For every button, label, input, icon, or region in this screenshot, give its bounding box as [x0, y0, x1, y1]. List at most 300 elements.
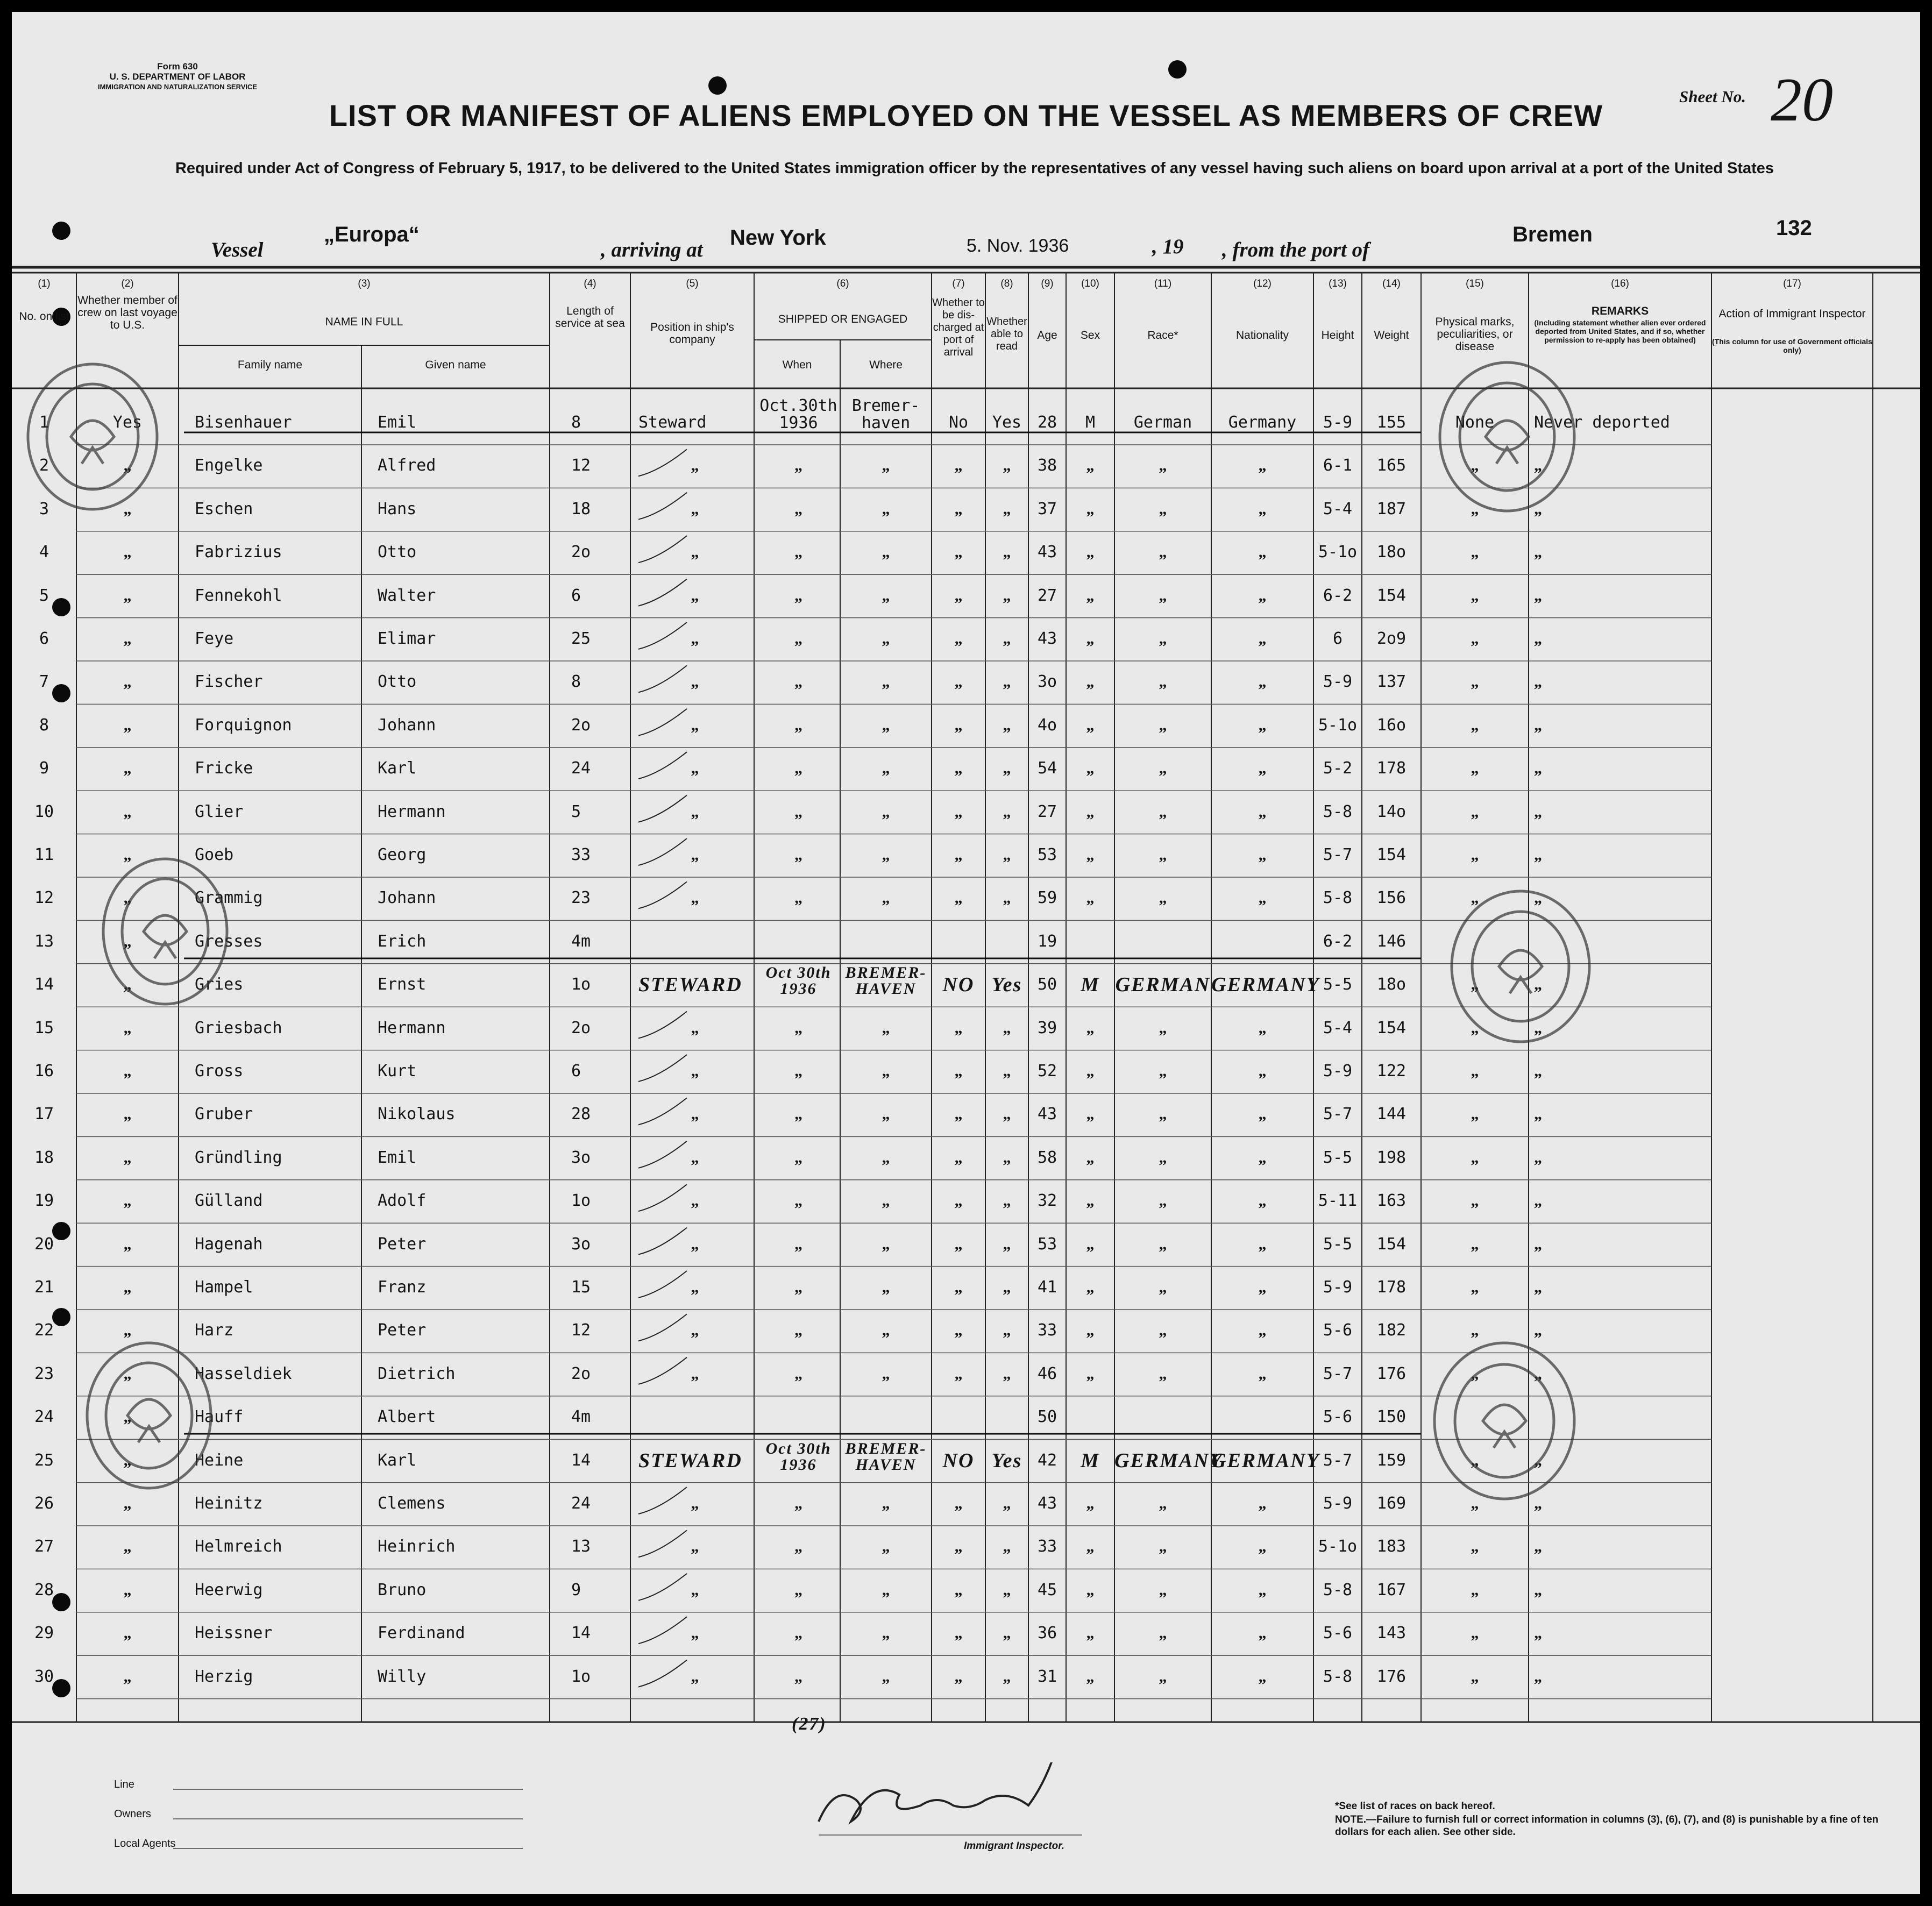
shipped-when-ditto: „: [794, 1062, 802, 1080]
position-ditto: „: [691, 586, 699, 604]
physical-marks-ditto: „: [1471, 1105, 1479, 1123]
family-name-cell: Gülland: [195, 1191, 263, 1211]
race-ditto: „: [1159, 1062, 1167, 1080]
nationality-ditto: „: [1258, 802, 1267, 821]
given-name-cell: Adolf: [378, 1191, 427, 1211]
discharged-ditto: „: [954, 586, 963, 604]
position-ditto: „: [691, 1581, 699, 1599]
position-ditto: „: [691, 1148, 699, 1167]
position-ditto: „: [691, 1105, 699, 1123]
able-to-read-cell: Yes: [991, 973, 1022, 997]
col-9-header: Age: [1037, 329, 1057, 342]
height-cell: 6-2: [1323, 931, 1353, 951]
col-14-header: Weight: [1374, 329, 1409, 342]
sex-ditto: „: [1086, 1538, 1095, 1556]
col-4-number: (4): [584, 278, 596, 289]
shipped-where-ditto: „: [882, 1538, 890, 1556]
col-7-header: Whether to be dis-charged at port of arrival: [932, 297, 985, 358]
age-cell: 37: [1037, 499, 1057, 518]
service-length-cell: 1o: [571, 1191, 591, 1211]
table-row: [12, 1094, 1920, 1137]
discharged-ditto: „: [954, 1148, 963, 1167]
previous-voyage-cell: „: [123, 1667, 132, 1685]
able-to-read-ditto: „: [1003, 759, 1011, 778]
service-length-cell: 2o: [571, 1018, 591, 1037]
previous-voyage-cell: „: [123, 1364, 132, 1383]
col-13-number: (13): [1329, 278, 1347, 289]
discharged-ditto: „: [954, 1235, 963, 1253]
consulate-seal-icon: [1432, 356, 1582, 517]
height-cell: 6-1: [1323, 456, 1353, 475]
discharged-ditto: „: [954, 1062, 963, 1080]
age-cell: 36: [1037, 1624, 1057, 1643]
service-length-cell: 1o: [571, 975, 591, 994]
previous-voyage-cell: „: [123, 1062, 132, 1080]
age-cell: 32: [1037, 1191, 1057, 1211]
remarks-ditto: „: [1534, 673, 1542, 691]
inspector-label: Immigrant Inspector.: [964, 1840, 1064, 1852]
nationality-ditto: „: [1258, 1019, 1267, 1037]
given-name-cell: Karl: [378, 759, 417, 778]
previous-voyage-cell: „: [123, 846, 132, 864]
position-ditto: „: [691, 759, 699, 778]
sex-ditto: „: [1086, 1235, 1095, 1253]
table-row: [12, 1527, 1920, 1570]
discharged-ditto: „: [954, 673, 963, 691]
previous-voyage-cell: „: [123, 457, 132, 475]
table-row: [12, 532, 1920, 575]
height-cell: 5-7: [1323, 845, 1353, 864]
nationality-ditto: „: [1258, 1667, 1267, 1685]
nationality-ditto: „: [1258, 586, 1267, 604]
shipped-where-ditto: „: [882, 630, 890, 648]
service-length-cell: 24: [571, 759, 591, 778]
able-to-read-ditto: „: [1003, 1278, 1011, 1296]
family-name-cell: Gresses: [195, 931, 263, 951]
position-ditto: „: [691, 1235, 699, 1253]
family-name-cell: Gruber: [195, 1105, 253, 1124]
service-length-cell: 13: [571, 1537, 591, 1556]
shipped-where-ditto: „: [882, 1364, 890, 1383]
given-name-cell: Hermann: [378, 1018, 446, 1037]
remarks-ditto: „: [1534, 1538, 1542, 1556]
from-port-label: , from the port of: [1222, 238, 1370, 261]
family-name-cell: Feye: [195, 629, 234, 648]
table-row: [12, 878, 1920, 921]
able-to-read-ditto: „: [1003, 1495, 1011, 1512]
physical-marks-ditto: „: [1471, 1148, 1479, 1167]
shipped-where-cell: Bremer-haven: [851, 396, 920, 432]
race-ditto: „: [1159, 1321, 1167, 1340]
col-3b-header: Given name: [425, 359, 486, 371]
previous-voyage-cell: „: [123, 500, 132, 518]
table-row: [12, 1570, 1920, 1613]
table-row: [12, 446, 1920, 489]
age-cell: 43: [1037, 543, 1057, 562]
weight-cell: 2o9: [1376, 629, 1407, 648]
col-13-header: Height: [1321, 329, 1354, 342]
given-name-cell: Emil: [378, 413, 417, 432]
col-9-number: (9): [1041, 278, 1054, 289]
position-ditto: „: [691, 1321, 699, 1340]
table-row: [12, 1051, 1920, 1094]
height-cell: 5-9: [1323, 1062, 1353, 1080]
height-cell: 5-7: [1323, 1450, 1353, 1470]
sex-ditto: „: [1086, 1278, 1095, 1296]
able-to-read-ditto: „: [1003, 716, 1011, 734]
nationality-ditto: „: [1258, 673, 1267, 691]
race-cell: GERMAN: [1115, 973, 1211, 997]
service-length-cell: 4m: [571, 1407, 591, 1427]
service-length-cell: 12: [571, 456, 591, 475]
able-to-read-ditto: „: [1003, 1148, 1011, 1167]
given-name-cell: Dietrich: [378, 1364, 456, 1383]
remarks-ditto: „: [1534, 1278, 1542, 1296]
previous-voyage-cell: „: [123, 1538, 132, 1556]
shipped-when-ditto: „: [794, 1581, 802, 1599]
weight-cell: 154: [1376, 1234, 1407, 1254]
able-to-read-ditto: „: [1003, 1364, 1011, 1383]
shipped-where-ditto: „: [882, 759, 890, 778]
given-name-cell: Willy: [378, 1667, 427, 1686]
previous-voyage-cell: „: [123, 1192, 132, 1210]
given-name-cell: Alfred: [378, 456, 436, 475]
remarks-ditto: „: [1534, 1062, 1542, 1080]
nationality-ditto: „: [1258, 1321, 1267, 1340]
family-name-cell: Eschen: [195, 499, 253, 518]
table-row: [12, 1484, 1920, 1527]
age-cell: 3o: [1037, 672, 1057, 692]
able-to-read-ditto: „: [1003, 500, 1011, 518]
service-length-cell: 8: [571, 413, 581, 432]
sex-ditto: „: [1086, 1321, 1095, 1340]
family-name-cell: Grammig: [195, 888, 263, 908]
race-ditto: „: [1159, 1364, 1167, 1383]
col-17-note: (This column for use of Government officials only): [1712, 337, 1872, 354]
shipped-where-ditto: „: [882, 1148, 890, 1167]
able-to-read-ditto: „: [1003, 457, 1011, 475]
given-name-cell: Peter: [378, 1321, 427, 1340]
col-6a-header: When: [782, 359, 812, 371]
family-name-cell: Gries: [195, 975, 244, 994]
previous-voyage-cell: „: [123, 1321, 132, 1340]
service-length-cell: 2o: [571, 715, 591, 735]
position-ditto: „: [691, 630, 699, 648]
service-length-cell: 15: [571, 1278, 591, 1297]
weight-cell: 167: [1376, 1580, 1407, 1599]
discharged-ditto: „: [954, 716, 963, 734]
nationality-cell: GERMANY: [1211, 973, 1320, 997]
height-cell: 5-2: [1323, 759, 1353, 778]
table-row: [12, 1657, 1920, 1700]
race-ditto: „: [1159, 1192, 1167, 1210]
shipped-where-ditto: „: [882, 1062, 890, 1080]
race-ditto: „: [1159, 1667, 1167, 1685]
col-11-header: Race*: [1147, 329, 1178, 342]
age-cell: 53: [1037, 845, 1057, 864]
height-cell: 6-2: [1323, 586, 1353, 605]
family-name-cell: Bisenhauer: [195, 413, 292, 432]
given-name-cell: Heinrich: [378, 1537, 456, 1556]
weight-cell: 183: [1376, 1537, 1407, 1556]
able-to-read-ditto: „: [1003, 846, 1011, 864]
service-length-cell: 23: [571, 888, 591, 908]
physical-marks-ditto: „: [1471, 1062, 1479, 1080]
table-row: [12, 1613, 1920, 1656]
col-2-number: (2): [121, 278, 134, 289]
sex-ditto: „: [1086, 673, 1095, 691]
given-name-cell: Elimar: [378, 629, 436, 648]
shipped-when-cell: Oct 30th 1936: [765, 964, 832, 998]
physical-marks-ditto: „: [1471, 802, 1479, 821]
position-ditto: „: [691, 802, 699, 821]
age-cell: 54: [1037, 759, 1057, 778]
sex-ditto: „: [1086, 802, 1095, 821]
physical-marks-ditto: „: [1471, 1019, 1479, 1037]
service-length-cell: 3o: [571, 1148, 591, 1167]
owners-label: Owners: [114, 1808, 151, 1820]
col-2-header: Whether member of crew on last voyage to U.S.: [77, 294, 177, 331]
service-length-cell: 6: [571, 586, 581, 605]
position-ditto: „: [691, 1364, 699, 1383]
table-row: [12, 1268, 1920, 1311]
sex-ditto: „: [1086, 759, 1095, 778]
remarks-ditto: „: [1534, 1148, 1542, 1167]
position-ditto: „: [691, 1278, 699, 1296]
row-number-cell: 9: [39, 759, 49, 778]
given-name-cell: Erich: [378, 931, 427, 951]
table-row: [12, 576, 1920, 619]
shipped-where-ditto: „: [882, 1495, 890, 1512]
table-row: [12, 1397, 1920, 1440]
weight-cell: 163: [1376, 1191, 1407, 1211]
previous-voyage-cell: „: [123, 673, 132, 691]
height-cell: 5-4: [1323, 1018, 1353, 1037]
col-1-number: (1): [38, 278, 51, 289]
col-15-header: Physical marks, peculiarities, or disease: [1435, 316, 1515, 353]
physical-marks-ditto: „: [1471, 630, 1479, 648]
sex-ditto: „: [1086, 1495, 1095, 1512]
age-cell: 50: [1037, 975, 1057, 994]
service-length-cell: 6: [571, 1062, 581, 1080]
sex-ditto: „: [1086, 846, 1095, 864]
race-ditto: „: [1159, 500, 1167, 518]
arriving-label: , arriving at: [601, 238, 703, 261]
discharged-ditto: „: [954, 1105, 963, 1123]
sex-ditto: „: [1086, 889, 1095, 907]
service-length-cell: 2o: [571, 1364, 591, 1383]
sex-ditto: „: [1086, 500, 1095, 518]
table-row: [12, 965, 1920, 1008]
age-cell: 39: [1037, 1018, 1057, 1037]
weight-cell: 154: [1376, 845, 1407, 864]
age-cell: 43: [1037, 629, 1057, 648]
remarks-ditto: „: [1534, 976, 1542, 994]
height-cell: 5-1o: [1318, 1537, 1358, 1556]
discharged-cell: NO: [942, 973, 975, 997]
col-12-header: Nationality: [1235, 329, 1289, 342]
shipped-when-ditto: „: [794, 1019, 802, 1037]
row-number-cell: 21: [34, 1278, 54, 1297]
height-cell: 5-1o: [1318, 543, 1358, 562]
physical-marks-ditto: „: [1471, 759, 1479, 778]
row-number-cell: 3: [39, 499, 49, 518]
sex-ditto: „: [1086, 1192, 1095, 1210]
family-name-cell: Heissner: [195, 1624, 273, 1643]
family-name-cell: Harz: [195, 1321, 234, 1340]
row-number-cell: 29: [34, 1624, 54, 1643]
vessel-label: Vessel: [211, 238, 264, 261]
position-ditto: „: [691, 716, 699, 734]
departure-port: Bremen: [1512, 223, 1593, 246]
service-length-cell: 14: [571, 1450, 591, 1470]
previous-voyage-cell: „: [123, 802, 132, 821]
col-7-number: (7): [952, 278, 965, 289]
shipped-where-ditto: „: [882, 1235, 890, 1253]
col-16-header: REMARKS: [1591, 305, 1649, 317]
remarks-ditto: „: [1534, 1192, 1542, 1210]
remarks-ditto: „: [1534, 1364, 1542, 1383]
discharged-ditto: „: [954, 1321, 963, 1340]
col-4-header: Length of service at sea: [555, 305, 625, 330]
previous-voyage-cell: „: [123, 976, 132, 994]
physical-marks-ditto: „: [1471, 889, 1479, 907]
manifest-sheet: [12, 12, 1920, 1894]
row-number-cell: 8: [39, 715, 49, 735]
height-cell: 5-9: [1323, 1494, 1353, 1513]
height-cell: 5-6: [1323, 1321, 1353, 1340]
race-ditto: „: [1159, 1019, 1167, 1037]
row-number-cell: 18: [34, 1148, 54, 1167]
family-name-cell: Hampel: [195, 1278, 253, 1297]
height-cell: 5-5: [1323, 1148, 1353, 1167]
race-ditto: „: [1159, 759, 1167, 778]
nationality-ditto: „: [1258, 1062, 1267, 1080]
weight-cell: 178: [1376, 759, 1407, 778]
remarks-ditto: „: [1534, 1581, 1542, 1599]
height-cell: 5-6: [1323, 1407, 1353, 1427]
shipped-when-ditto: „: [794, 1667, 802, 1685]
row-number-cell: 1: [39, 413, 49, 432]
position-ditto: „: [691, 500, 699, 518]
list-number: 132: [1776, 216, 1812, 240]
given-name-cell: Bruno: [378, 1580, 427, 1599]
weight-cell: 159: [1376, 1450, 1407, 1470]
weight-cell: 150: [1376, 1407, 1407, 1427]
shipped-where-ditto: „: [882, 500, 890, 518]
discharged-ditto: „: [954, 1667, 963, 1685]
form-number: Form 630: [157, 61, 198, 72]
position-ditto: „: [691, 1019, 699, 1037]
service-length-cell: 5: [571, 802, 581, 821]
weight-cell: 155: [1376, 413, 1407, 432]
remarks-ditto: „: [1534, 716, 1542, 734]
race-ditto: „: [1159, 716, 1167, 734]
remarks-cell: Never deported: [1534, 413, 1670, 432]
age-cell: 28: [1037, 413, 1057, 432]
physical-marks-ditto: „: [1471, 1581, 1479, 1599]
previous-voyage-cell: „: [123, 1451, 132, 1469]
shipped-where-ditto: „: [882, 1624, 890, 1642]
row-number-cell: 23: [34, 1364, 54, 1383]
race-ditto: „: [1159, 1278, 1167, 1296]
given-name-cell: Johann: [378, 888, 436, 908]
previous-voyage-cell: „: [123, 1495, 132, 1512]
shipped-when-ditto: „: [794, 1364, 802, 1383]
age-cell: 41: [1037, 1278, 1057, 1297]
row-number-cell: 4: [39, 543, 49, 562]
previous-voyage-cell: „: [123, 932, 132, 950]
height-cell: 5-9: [1323, 413, 1353, 432]
position-ditto: „: [691, 1538, 699, 1556]
weight-cell: 182: [1376, 1321, 1407, 1340]
table-row: [12, 1354, 1920, 1397]
remarks-ditto: „: [1534, 759, 1542, 778]
discharged-ditto: „: [954, 543, 963, 561]
row-number-cell: 27: [34, 1537, 54, 1556]
physical-marks-ditto: „: [1471, 1667, 1479, 1685]
service: IMMIGRATION AND NATURALIZATION SERVICE: [98, 83, 258, 91]
remarks-ditto: „: [1534, 1235, 1542, 1253]
col-17-number: (17): [1783, 278, 1801, 289]
service-length-cell: 25: [571, 629, 591, 648]
table-row: [12, 1008, 1920, 1051]
physical-marks-ditto: „: [1471, 500, 1479, 518]
family-name-cell: Fischer: [195, 672, 263, 692]
race-ditto: „: [1159, 630, 1167, 648]
remarks-ditto: „: [1534, 889, 1542, 907]
previous-voyage-cell: „: [123, 1408, 132, 1426]
shipped-when-ditto: „: [794, 1105, 802, 1123]
table-row: [12, 1225, 1920, 1268]
physical-marks-ditto: „: [1471, 586, 1479, 604]
sex-ditto: „: [1086, 1667, 1095, 1685]
nationality-ditto: „: [1258, 1495, 1267, 1512]
height-cell: 6: [1332, 629, 1343, 648]
given-name-cell: Otto: [378, 672, 417, 692]
discharged-ditto: „: [954, 802, 963, 821]
consulate-seal-icon: [98, 851, 238, 1012]
nationality-ditto: „: [1258, 1148, 1267, 1167]
col-10-number: (10): [1081, 278, 1099, 289]
sex-ditto: „: [1086, 1148, 1095, 1167]
family-name-cell: Heinitz: [195, 1494, 263, 1513]
weight-cell: 143: [1376, 1624, 1407, 1643]
age-cell: 27: [1037, 586, 1057, 605]
position-cell: STEWARD: [638, 973, 742, 997]
race-ditto: „: [1159, 543, 1167, 561]
position-ditto: „: [691, 673, 699, 691]
physical-marks-ditto: „: [1471, 1364, 1479, 1383]
weight-cell: 198: [1376, 1148, 1407, 1167]
weight-cell: 146: [1376, 931, 1407, 951]
able-to-read-ditto: „: [1003, 586, 1011, 604]
shipped-where-ditto: „: [882, 1667, 890, 1685]
given-name-cell: Johann: [378, 715, 436, 735]
shipped-where-ditto: „: [882, 586, 890, 604]
row-number-cell: 17: [34, 1105, 54, 1124]
position-ditto: „: [691, 457, 699, 475]
height-cell: 5-9: [1323, 672, 1353, 692]
discharged-cell: NO: [942, 1449, 975, 1472]
weight-cell: 156: [1376, 888, 1407, 908]
service-length-cell: 4m: [571, 931, 591, 951]
race-ditto: „: [1159, 802, 1167, 821]
height-cell: 5-8: [1323, 802, 1353, 821]
page-title: LIST OR MANIFEST OF ALIENS EMPLOYED ON THE VESSEL AS MEMBERS OF CREW: [329, 98, 1603, 132]
nationality-ditto: „: [1258, 1278, 1267, 1296]
service-length-cell: 8: [571, 672, 581, 692]
